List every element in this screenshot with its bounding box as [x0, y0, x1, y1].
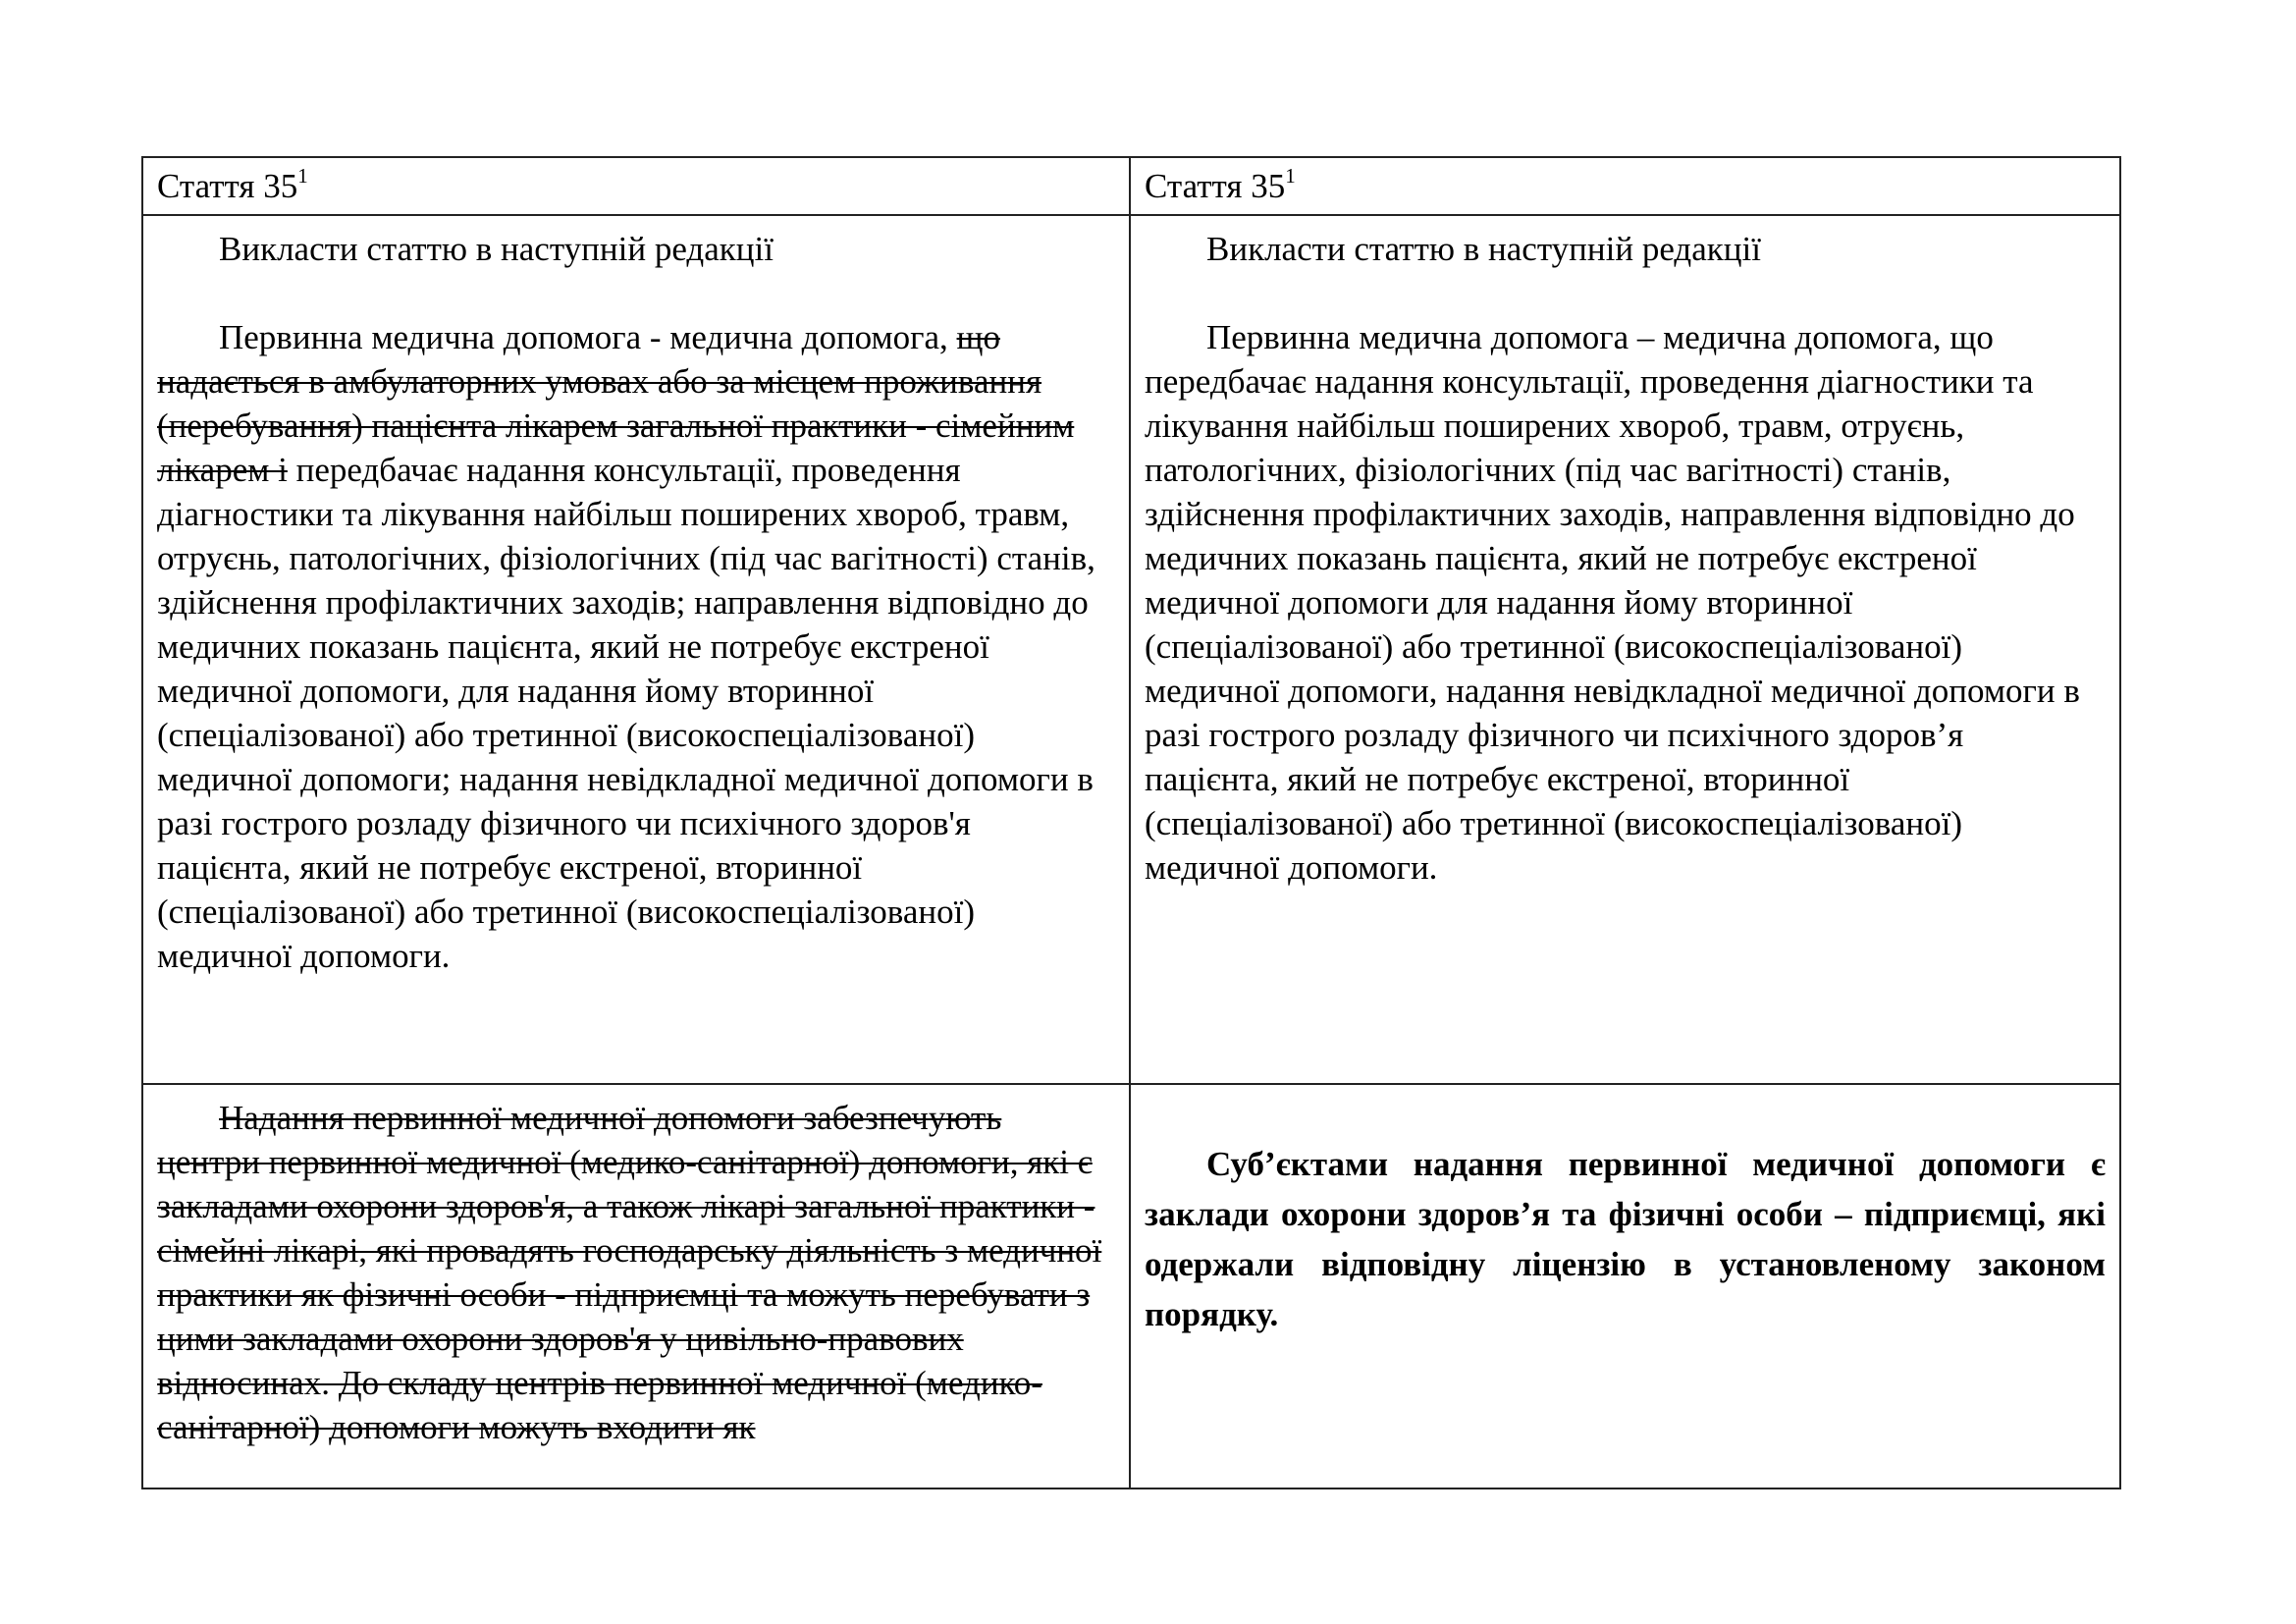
current-text-cell [142, 215, 1130, 1084]
comparison-table [141, 156, 2121, 1489]
proposed-text-cell-2 [1130, 1084, 2120, 1489]
current-text-cell-2 [142, 1084, 1130, 1489]
proposed-paragraph: Первинна медична допомога – медична допомога, що передбачає надання консультації, проведення діагностики та лікування найбільш поширених хвороб, травм, отруєнь, патологічних, фізіологічних (під час вагітності) станів, здійснення профілактичних заходів, направлення відповідно до медичних показань пацієнта, який не потребує екстреної медичної допомоги для надання йому вторинної (спеціалізованої) або третинної (високоспеціалізованої) медичної допомоги, надання невідкладної медичної допомоги в разі гострого розладу фізичного чи психічного здоров’я пацієнта, який не потребує екстреної, вторинної (спеціалізованої) або третинної (високоспеціалізованої) медичної допомоги. [1145, 318, 2080, 887]
content-row-1 [142, 215, 2120, 1084]
article-heading-right: Стаття $35^1$ [1145, 164, 1296, 205]
article-heading-left: Стаття $35^1$ [157, 164, 308, 205]
bold-paragraph: Суб’єктами надання первинної медичної допомоги є заклади охорони здоров’я та фізичні особи – підприємці, які одержали відповідну ліцензію в установленому законом порядку. [1145, 1145, 2106, 1333]
paragraph-rest: передбачає надання консультації, проведення діагностики та лікування найбільш поширених хвороб, травм, отруєнь, патологічних, фізіологічних (під час вагітності) станів, здійснення профілактичних заходів; направлення відповідно до медичних показань пацієнта, який не потребує екстреної медичної допомоги, для надання йому вторинної (спеціалізованої) або третинної (високоспеціалізованої) медичної допомоги; надання невідкладної медичної допомоги в разі гострого розладу фізичного чи психічного здоров'я пацієнта, який не потребує екстреної, вторинної (спеціалізованої) або третинної (високоспеціалізованої) медичної допомоги. [157, 451, 1095, 975]
struck-paragraph: Надання первинної медичної допомоги забезпечують центри первинної медичної (медико-санітарної) допомоги, які є закладами охорони здоров'я, а також лікарі загальної практики - сімейні лікарі, які провадять господарську діяльність з медичної практики як фізичні особи - підприємці та можуть перебувати з цими закладами охорони здоров'я у цивільно-правових відносинах. До складу центрів первинної медичної (медико-санітарної) допомоги можуть входити як [157, 1099, 1102, 1446]
header-cell-left [142, 157, 1130, 215]
intro-line-right: Викласти статтю в наступній редакції [1206, 230, 1761, 268]
proposed-text-cell [1130, 215, 2120, 1084]
intro-line-left: Викласти статтю в наступній редакції [219, 230, 774, 268]
article-superscript-left: 1 [297, 164, 308, 188]
article-superscript-right: 1 [1285, 164, 1296, 188]
header-cell-right [1130, 157, 2120, 215]
header-row [142, 157, 2120, 215]
current-paragraph [157, 315, 1109, 978]
struck-text: що надається в амбулаторних умовах або за місцем проживання (перебування) пацієнта лікарем загальної практики - сімейним лікарем і [157, 318, 1075, 489]
paragraph-start: Первинна медична допомога - медична допомога, [219, 318, 957, 356]
content-row-2 [142, 1084, 2120, 1489]
